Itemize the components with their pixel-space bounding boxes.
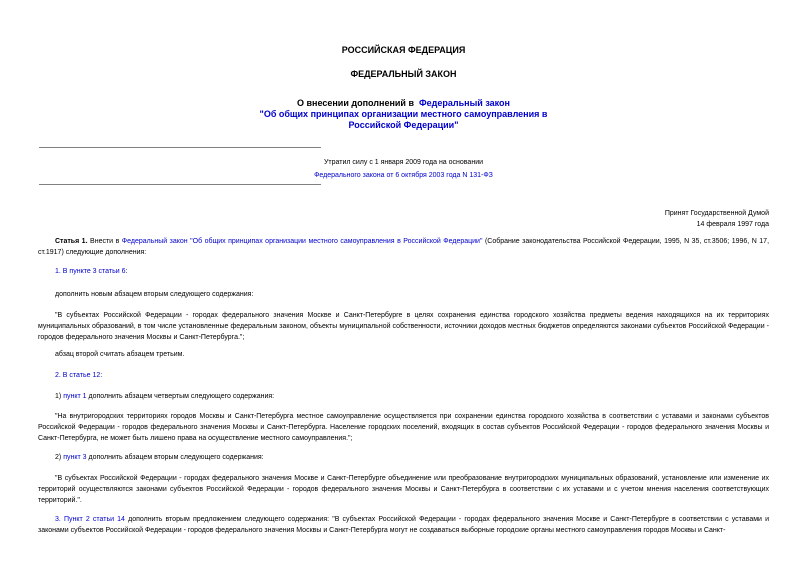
item-1: 1. В пункте 3 статьи 6: (55, 268, 128, 275)
item-1-tail: абзац второй считать абзацем третьим. (55, 351, 185, 358)
article-1-label: Статья 1. (55, 238, 88, 245)
title-line-2[interactable]: "Об общих принципах организации местного самоуправления в (259, 109, 548, 119)
bottom-divider (39, 184, 321, 185)
adoption-line-1: Принят Государственной Думой (664, 210, 769, 217)
article-6-link[interactable]: пункте 3 статьи 6 (69, 268, 126, 275)
doc-type-heading: ФЕДЕРАЛЬНЫЙ ЗАКОН (350, 69, 457, 79)
item-2: 2. В статье 12: (55, 372, 103, 379)
title-line-3[interactable]: Российской Федерации" (348, 120, 459, 130)
item-2-sub-1: 1) пункт 1 дополнить абзацем четвертым следующего содержания: (55, 393, 275, 400)
point-3-link[interactable]: пункт 3 (63, 454, 87, 461)
item-1-quote: "В субъектах Российской Федерации - городах федерального значения Москве и Санкт-Петербурге в целях сохранения единства городского хозяйства предметы ведения находящихся на их территориях муниципальных образований, в том числе установленные федеральным законом, объекты муниципальной собственности, источники доходов местных бюджетов определяются законами субъектов Российской Федерации - городов федерального значения Москвы и Санкт-Петербурга."; (38, 312, 769, 341)
federal-law-link[interactable]: Федеральный закон "Об общих принципах организации местного самоуправления в Российской Федерации" (121, 238, 483, 245)
item-1-text: дополнить новым абзацем вторым следующего содержания: (55, 291, 254, 298)
top-divider (39, 147, 321, 148)
article-12-link[interactable]: статье 12 (69, 372, 101, 379)
point-1-link[interactable]: пункт 1 (63, 393, 87, 400)
repeal-law-link[interactable]: Федерального закона от 6 октября 2003 года N 131-ФЗ (314, 172, 493, 179)
law-title (0, 98, 807, 131)
title-prefix: О внесении дополнений в (297, 98, 414, 108)
item-2-quote-2: "В субъектах Российской Федерации - городах федерального значения Москве и Санкт-Петербурге объединение или преобразование внутригородских муниципальных образований, установление или изменение их территорий осуществляются законами субъектов Российской Федерации - городов федерального значения Москвы и Санкт-Петербурга в соответствии с их уставами и с учетом мнения населения соответствующих территорий.". (38, 475, 769, 504)
adoption-date: 14 февраля 1997 года (696, 221, 769, 228)
article-1: Статья 1. Внести в Федеральный закон "Об общих принципах организации местного самоуправления в Российской Федерации" (Собрание законодательства Российской Федерации, 1995, N 35, ст.3506; 1996, N 17, ст.1917) следующие дополнения: (38, 238, 770, 256)
item-2-quote-1: "На внутригородских территориях городов Москвы и Санкт-Петербурга местное самоуправление осуществляется при сохранении единства городского хозяйства в соответствии с уставами и законами субъектов Российской Федерации - городов федерального значения Москвы и Санкт-Петербурга. Население городских поселений, входящих в состав субъектов Российской Федерации - городов федерального значения Москвы и Санкт-Петербурга, не может быть лишено права на осуществление местного самоуправления."; (38, 413, 769, 442)
item-3: 3. Пункт 2 статьи 14 дополнить вторым предложением следующего содержания: "В субъектах Российской Федерации - городах федерального значения Москве и Санкт-Петербурге в соответствии с уставами и законами субъектов Российской Федерации - городов федерального значения Москвы и Санкт-Петербурга могут не создаваться выборные городские органы местного самоуправления городов Москвы и Санкт- (38, 516, 770, 534)
article-14-link[interactable]: 3. Пункт 2 статьи 14 (55, 516, 125, 523)
title-law-link[interactable]: Федеральный закон (419, 98, 510, 108)
country-heading: РОССИЙСКАЯ ФЕДЕРАЦИЯ (341, 45, 466, 55)
item-2-sub-2: 2) пункт 3 дополнить абзацем вторым следующего содержания: (55, 454, 264, 461)
status-note: Утратил силу с 1 января 2009 года на основании (323, 159, 484, 166)
